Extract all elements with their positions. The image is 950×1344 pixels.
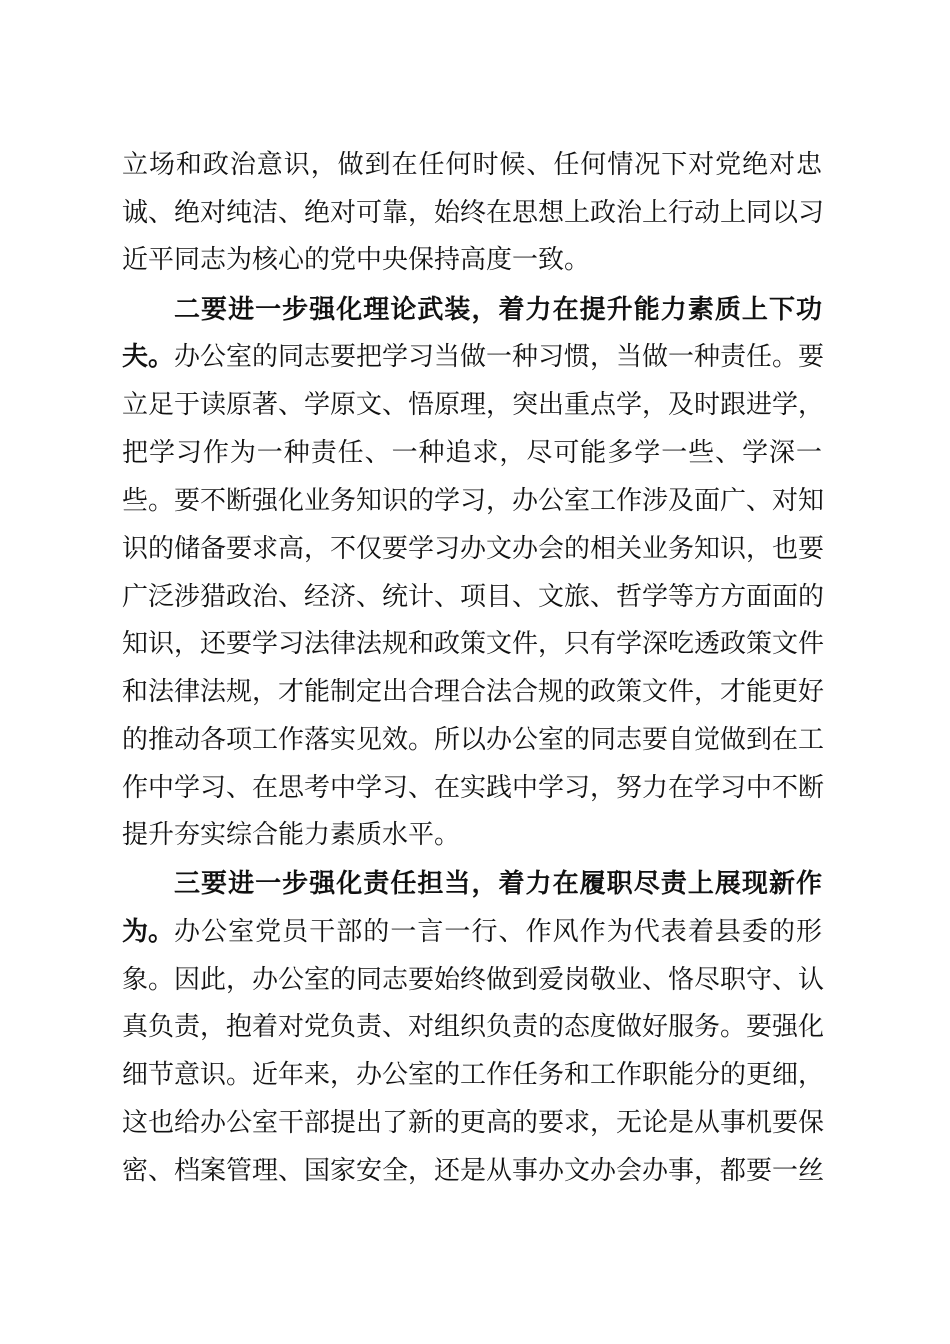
section-heading-2-end: 夫。 bbox=[122, 342, 175, 372]
body-text-segment: 办公室党员干部的一言一行、作风作为代表着县委的形 bbox=[174, 917, 822, 947]
body-text-line: 的推动各项工作落实见效。所以办公室的同志要自觉做到在工 bbox=[122, 725, 825, 755]
body-text-segment: 办公室的同志要把学习当做一种习惯，当做一种责任。要 bbox=[174, 342, 825, 372]
body-text-line: 识的储备要求高，不仅要学习办文办会的相关业务知识，也要 bbox=[122, 534, 825, 564]
body-text-line: 提升夯实综合能力素质水平。 bbox=[122, 820, 461, 850]
body-text-line: 诚、绝对纯洁、绝对可靠，始终在思想上政治上行动上同以习 bbox=[122, 198, 825, 228]
body-text-line: 近平同志为核心的党中央保持高度一致。 bbox=[122, 245, 591, 275]
body-text-line: 把学习作为一种责任、一种追求，尽可能多学一些、学深一 bbox=[122, 438, 822, 468]
body-text-line: 知识，还要学习法律法规和政策文件，只有学深吃透政策文件 bbox=[122, 629, 825, 659]
body-text-line bbox=[122, 335, 825, 379]
body-text-line: 作中学习、在思考中学习、在实践中学习，努力在学习中不断 bbox=[122, 773, 825, 803]
body-text-line: 立足于读原著、学原文、悟原理，突出重点学，及时跟进学， bbox=[122, 390, 825, 420]
body-text-line: 些。要不断强化业务知识的学习，办公室工作涉及面广、对知 bbox=[122, 486, 825, 516]
section-heading-3: 三要进一步强化责任担当，着力在履职尽责上展现新作 bbox=[174, 869, 822, 899]
body-text-line: 密、档案管理、国家安全，还是从事办文办会办事，都要一丝 bbox=[122, 1156, 825, 1186]
body-text-line: 和法律法规，才能制定出合理合法合规的政策文件，才能更好 bbox=[122, 677, 825, 707]
body-text-line: 广泛涉猎政治、经济、统计、项目、文旅、哲学等方方面面的 bbox=[122, 582, 825, 612]
section-heading-2: 二要进一步强化理论武装，着力在提升能力素质上下功 bbox=[174, 295, 822, 325]
body-text-line: 细节意识。近年来，办公室的工作任务和工作职能分的更细， bbox=[122, 1060, 825, 1090]
body-text-line: 真负责，抱着对党负责、对组织负责的态度做好服务。要强化 bbox=[122, 1012, 825, 1042]
body-text-line: 象。因此，办公室的同志要始终做到爱岗敬业、恪尽职守、认 bbox=[122, 965, 825, 995]
body-text-line: 这也给办公室干部提出了新的更高的要求，无论是从事机要保 bbox=[122, 1108, 825, 1138]
body-text-line bbox=[122, 910, 822, 954]
body-text-line: 立场和政治意识，做到在任何时候、任何情况下对党绝对忠 bbox=[122, 150, 822, 180]
section-heading-3-end: 为。 bbox=[122, 917, 175, 947]
